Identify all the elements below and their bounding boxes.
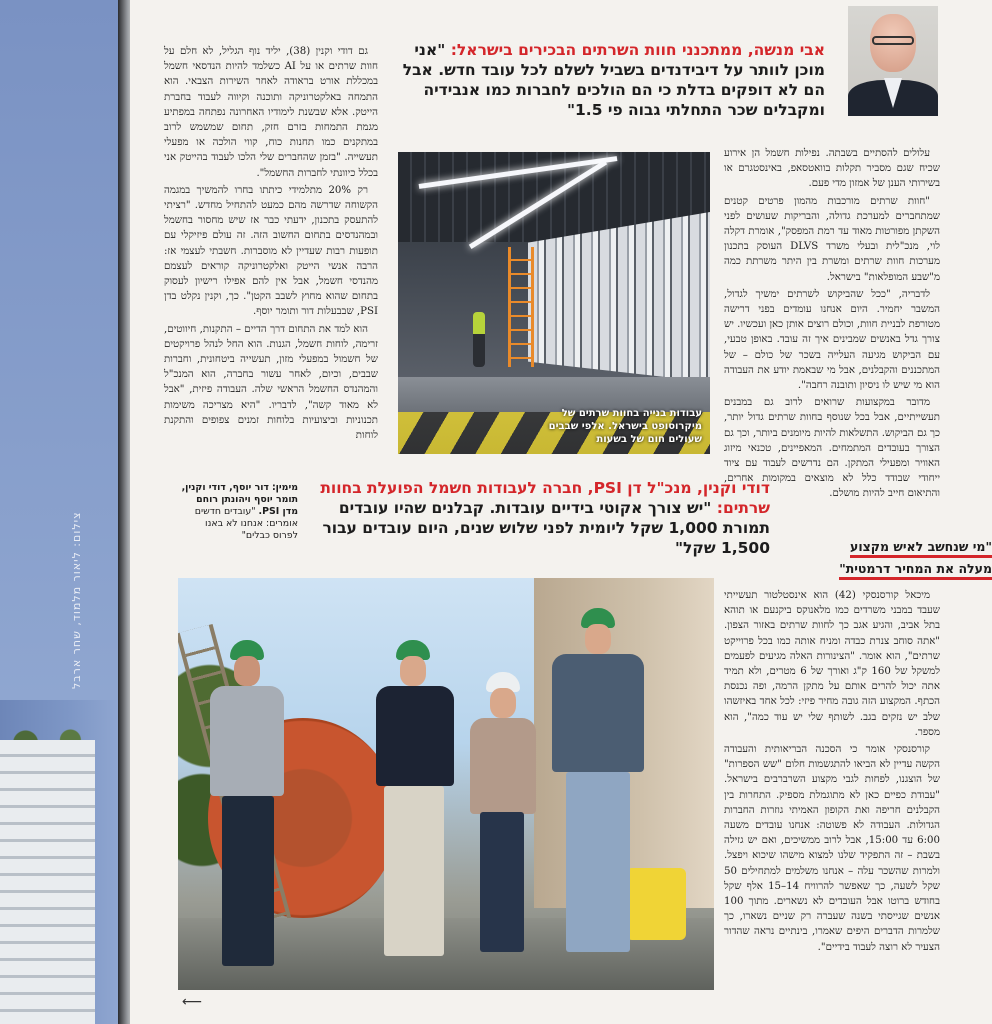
right-top-paragraph-1: עלולים להסתיים בשבתה. נפילות חשמל הן אירוע שכיח שגם מסביר תקלות בוואטסאפ, באינסטגרם או בשירותי הענן של אמזון מדי פעם. bbox=[724, 148, 940, 190]
photo-credit: צילום: ליאור מלמוד, שחר ארבל bbox=[70, 511, 83, 689]
left-paragraph-2: רק 20% מתלמידי כיתתו בחרו להמשיך במגמה הקשוחה שדרשה מהם כמעט להתחיל מחדש. "רציתי להתעסק בתכנון, ידעתי כבר אז שיש מחסור בחשמל ובמהנדסים בתחום החשוב הזה. זה עולם פיזיקלי עם תופעות רבות שעדיין לא מוסברות. חשבתי לעצמי אז: הרבה אנשי הייטק ואלקטרוניקה קוראים לעצמם מהנדסי חשמל, אבל אין להם אפילו רישיון לעסוק בתחום שהוא מחוץ לשבב הקטן". כך, וקנין נקלט בדן PSI, שבבעלות דור ותומר יוסף. bbox=[164, 184, 378, 318]
right-top-paragraph-2: "חוות שרתים מורכבות מהמון פרטים קטנים שמתחברים למערכת גדולה, והבריקות שעושים לפני השקתן מפורטות מאוד עד רמת המפסק", אומרת דקלה לוי, מנכ"לית ובעלי משרד DLVS העוסק בתכנון מערכות חוות שרתים ומשרת בין היתר משרתת כמה מ"שבע המופלאות" בישראל. bbox=[724, 195, 940, 283]
right-top-paragraph-4: מדובר במקצועות שרואים לרוב גם במבנים תעשייתיים, אבל בכל שנוסף בחוות שרתים גדול יותר, כך גם הביקוש. התשלאות להיות מיומנים ביותר, וכך גם הצורך בעובדים המתמחים. המאפיינים, טכנאי מיזוג האוויר ומפעילי המתקן. הם נדרשים לעבוד עם ציוד ייחודי שבודד כלל לא מוצאים במקומות אחרים, והתיאום חייב להיות מושלם. bbox=[724, 397, 940, 500]
facing-page bbox=[0, 0, 128, 1024]
second-quote-text: "יש צורך אקוטי בידיים עובדות. קבלנים שהיו עובדים תמורת 1,000 שקל ליומית לפני שלוש שנים, היום עובדים עבור 1,500 שקל" bbox=[322, 499, 770, 557]
team-photo bbox=[178, 578, 714, 990]
subheading-line-1: "מי שנחשב לאיש מקצוע bbox=[850, 539, 992, 558]
right-bottom-paragraph-2: קורסנסקי אומר כי הסכנה הבריאותית והעבודה הקשה עדיין לא הביאו להתגשמות חלום "שש הספרות" של הוצגנו, לפחות לגבי מקצוע השרברבים בישראל. "עבודת כפיים כאן לא מתוגמלת מספיק. התחרות בין הקבלנים חריפה ואת הקופון האמיתי גוזרות החברות הגדולות. העבודה לא פשוטה: אנחנו עובדים משעה 6:00 עד 15:00, אבל לרוב ממשיכים, ואם יש גזילה בשבת – זה התפקיד שלנו למצוא מישהו שיכוא ויפצל. ולמרות שהשכר עלה – אנחנו משלמים למתחילים 50 שקל לשעה, כך שאפשר להרוויח 14–15 אלף שקל בחודש ברוטו אבל העובדים לא נשארים. מתוך 100 אנשים שגייסתי בשנה שעברה רק שניים נשארו, כך שלמרות הדברים היפים שאמרו, בינתיים נראה שהדור הצעיר לא רוצה לעבוד בידיים". bbox=[724, 744, 940, 953]
left-paragraph-3: הוא למד את התחום דרך הדיים – התקנות, חיווטים, זרימה, לוחות חשמל, הגנות. הוא החל לנהל פרויקטים של חשמול במפעלי מזון, תעשייה ביטחונית, וחברות שבבים, וכיום, לאחר עשור בחברה, הוא המנכ"ל והמהנדס החשמל הראשי שלה. העבודה פיזית, "אבל לא מאוד קשה", לדבריו. "היא מצריכה משימות תכנוניות וביצועיות בלוחות זמנים צפופים והתקנת לוחות bbox=[164, 323, 378, 442]
header-pull-quote bbox=[385, 40, 825, 120]
left-paragraph-1: גם דודי וקנין (38), יליד נוף הגליל, לא חלם על חוות שרתים או על AI כשלמד להיות הנדסאי חשמל במכללת אורט בראודה לאחר השירות הצבאי. הוא התמחה באלקטרוניקה ותוכנה וקיווה לעבוד בחברת הייטק. אלא שבשנת לימודיו האחרונה נפתחה במפתיע מגמת התמחות בזרם חזק, תחום שמשמש לרוב במתקנים כמו תחנות כוח, קווי הולכה או מפעלי תעשייה. "בזמן שהחברים שלי הלכו לעבוד בהייטק אני בכלל כיוונתי לחברות החשמל". bbox=[164, 46, 378, 179]
right-column-top bbox=[724, 146, 940, 526]
legs bbox=[566, 772, 630, 952]
second-quote-speaker: דודי וקנין, מנכ"ל דן PSI, חברה לעבודות חשמל הפועלת בחוות שרתים: bbox=[320, 479, 770, 517]
right-bottom-paragraph-1: מיכאל קורסנסקי (42) הוא אינסטלטור תעשייתי שעבד במבני משרדים כמו מלאנוקס ביקנעם או תוהא בתל אביב, והגיע אגב כך לחוות שרתים באזור הצפון. "אתה סוחב צנרת כבדה ומניח אותה כמו בכל פרוייקט שרתים", הוא אומר. "הצינורות האלה מגיעים לפעמים למשקל של 160 ק"ג ואורך של 6 מטרים, ולא תמיד אתה יכול להרים אותם על מתקן הרמה, ופה נכנסת הכתף. המקצוע הזה גובה מחיר פיזי: לכל אחד באיזשהו שלב יש נזקים בגב. לשותף שלי יש עוד כמה", הוא מספר. bbox=[724, 590, 940, 738]
second-pull-quote bbox=[320, 478, 770, 558]
caption-names: דור יוסף, דודי וקנין, תומר יוסף ויהונתן רוחם bbox=[181, 482, 298, 505]
caption-quote: "עובדים חדשים אומרים: אנחנו לא באנו לפרוס כבלים" bbox=[194, 506, 298, 541]
article-page bbox=[130, 0, 992, 1024]
header-quote-text: "אני מוכן לוותר על דיבידנדים בשביל לשלם לכל עובד חדש. אבל הם לא דופקים בדלת כי הם הולכים לחברות כמו אנבידיה ומקבלים שכר התחלתי גבוה פי 1.5" bbox=[402, 41, 825, 119]
face bbox=[234, 656, 260, 686]
torso bbox=[552, 654, 644, 772]
legs bbox=[480, 812, 524, 952]
portrait-photo bbox=[848, 6, 938, 116]
arrow-left-icon: ⟵ bbox=[182, 994, 203, 1010]
legs bbox=[384, 786, 444, 956]
caption-title: מימין: bbox=[271, 482, 298, 493]
orange-ladder bbox=[508, 247, 534, 367]
left-column bbox=[164, 44, 378, 474]
right-top-paragraph-3: לדבריה, "ככל שהביקוש לשרתים ימשיך לגדול, המשבר יחמיר. היום אנחנו עומדים בפני דרישה מטורפת לבניית חוות, וכולם רוצים אותן כאן ועכשיו. יש צורך גדל באנשים שמבינים איך זה עובד. באופן טבעי, עם הביקוש מגיעה העלייה בשכר של כולם – של המתכננים והקבלנים, אבל מי שבאמת יודע את העבודה הוא מי שיש לו ניסיון ותובנה רחבה". bbox=[724, 288, 940, 392]
person-1 bbox=[208, 640, 288, 980]
person-2 bbox=[368, 640, 458, 980]
face bbox=[585, 624, 611, 654]
right-column-bottom bbox=[724, 588, 940, 1000]
datacenter-photo bbox=[398, 152, 710, 454]
portrait-glasses bbox=[872, 36, 914, 45]
facing-sky bbox=[0, 0, 128, 700]
team-photo-caption bbox=[180, 482, 298, 542]
face bbox=[400, 656, 426, 686]
datacenter-caption: עבודות בנייה בחוות שרתים של מיקרוסופט בישראל. אלפי שבבים שעולים חום של בשעות bbox=[548, 408, 702, 445]
torso bbox=[376, 686, 454, 786]
subheading-line-2: מעלה את המחיר דרמטית" bbox=[839, 561, 992, 580]
caption-company: מדן PSI. bbox=[258, 506, 298, 517]
person-4 bbox=[546, 608, 650, 968]
header-quote-speaker: אבי מנשה, ממתכנני חוות השרתים הבכירים בישראל: bbox=[450, 41, 825, 59]
legs bbox=[222, 796, 274, 966]
worker-figure bbox=[473, 312, 485, 367]
person-3 bbox=[468, 672, 540, 972]
section-subheading bbox=[792, 536, 992, 580]
face bbox=[490, 688, 516, 718]
torso bbox=[210, 686, 284, 796]
torso bbox=[470, 718, 536, 814]
